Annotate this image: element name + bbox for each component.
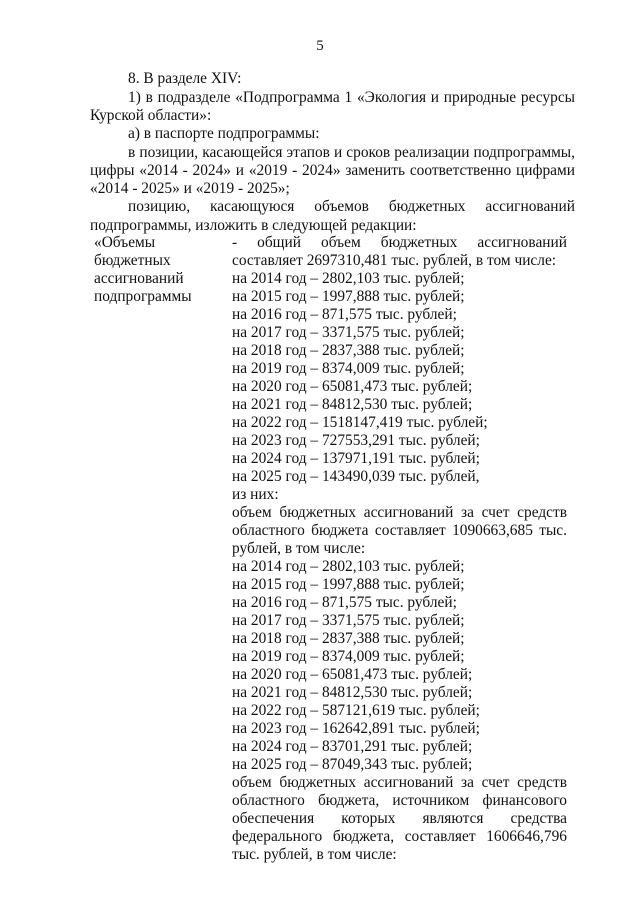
regional-year-item: на 2014 год – 2802,103 тыс. рублей; <box>232 558 465 575</box>
paragraph-line: «2014 - 2025» и «2019 - 2025»; <box>90 180 290 197</box>
table-label-line: бюджетных <box>94 252 171 269</box>
table-label-line: «Объемы <box>94 234 156 251</box>
section-heading: 8. В разделе XIV: <box>128 70 242 87</box>
regional-year-item: на 2022 год – 587121,619 тыс. рублей; <box>232 702 480 719</box>
regional-year-item: на 2021 год – 84812,530 тыс. рублей; <box>232 684 473 701</box>
regional-line: объем бюджетных ассигнований за счет средств <box>232 504 567 521</box>
paragraph-line: в позиции, касающейся этапов и сроков реализации подпрограммы, <box>128 144 575 161</box>
regional-year-item: на 2025 год – 87049,343 тыс. рублей; <box>232 756 473 773</box>
regional-year-item: на 2016 год – 871,575 тыс. рублей; <box>232 594 457 611</box>
total-year-item: на 2014 год – 2802,103 тыс. рублей; <box>232 270 465 287</box>
regional-year-item: на 2019 год – 8374,009 тыс. рублей; <box>232 648 465 665</box>
total-year-item: на 2023 год – 727553,291 тыс. рублей; <box>232 432 480 449</box>
regional-year-item: на 2018 год – 2837,388 тыс. рублей; <box>232 630 465 647</box>
total-year-item: на 2019 год – 8374,009 тыс. рублей; <box>232 360 465 377</box>
regional-line: рублей, в том числе: <box>232 540 366 557</box>
paragraph-line: подпрограммы, изложить в следующей редакции: <box>90 217 417 234</box>
regional-year-item: на 2020 год – 65081,473 тыс. рублей; <box>232 666 473 683</box>
federal-line: обеспечения которых являются средства <box>232 810 567 827</box>
federal-line: федерального бюджета, составляет 1606646,796 <box>232 828 567 845</box>
paragraph-line: позицию, касающуюся объемов бюджетных ассигнований <box>128 198 575 215</box>
total-year-item: на 2017 год – 3371,575 тыс. рублей; <box>232 324 465 341</box>
subsection-line: Курской области»: <box>90 107 212 124</box>
total-line: составляет 2697310,481 тыс. рублей, в том числе: <box>232 252 557 269</box>
paragraph-line: цифры «2014 - 2024» и «2019 - 2024» заменить соответственно цифрами <box>90 162 575 179</box>
total-year-item: на 2022 год – 1518147,419 тыс. рублей; <box>232 414 488 431</box>
of-them-label: из них: <box>232 486 279 503</box>
federal-line: тыс. рублей, в том числе: <box>232 846 397 863</box>
total-year-item: на 2020 год – 65081,473 тыс. рублей; <box>232 378 473 395</box>
regional-line: областного бюджета составляет 1090663,685 тыс. <box>232 522 567 539</box>
total-year-item: на 2021 год – 84812,530 тыс. рублей; <box>232 396 473 413</box>
table-label-line: ассигнований <box>94 270 184 287</box>
total-year-item: на 2025 год – 143490,039 тыс. рублей, <box>232 468 480 485</box>
regional-year-item: на 2017 год – 3371,575 тыс. рублей; <box>232 612 465 629</box>
subsection-line: 1) в подразделе «Подпрограмма 1 «Экология и природные ресурсы <box>128 89 575 106</box>
total-year-item: на 2016 год – 871,575 тыс. рублей; <box>232 306 457 323</box>
passport-heading: а) в паспорте подпрограммы: <box>128 125 320 142</box>
page-number: 5 <box>316 38 324 54</box>
total-line: - общий объем бюджетных ассигнований <box>232 234 567 251</box>
total-year-item: на 2024 год – 137971,191 тыс. рублей; <box>232 450 480 467</box>
federal-line: областного бюджета, источником финансового <box>232 792 567 809</box>
total-year-item: на 2015 год – 1997,888 тыс. рублей; <box>232 288 465 305</box>
regional-year-item: на 2024 год – 83701,291 тыс. рублей; <box>232 738 473 755</box>
total-year-item: на 2018 год – 2837,388 тыс. рублей; <box>232 342 465 359</box>
regional-year-item: на 2015 год – 1997,888 тыс. рублей; <box>232 576 465 593</box>
table-label-line: подпрограммы <box>94 288 192 305</box>
federal-line: объем бюджетных ассигнований за счет средств <box>232 774 567 791</box>
regional-year-item: на 2023 год – 162642,891 тыс. рублей; <box>232 720 480 737</box>
